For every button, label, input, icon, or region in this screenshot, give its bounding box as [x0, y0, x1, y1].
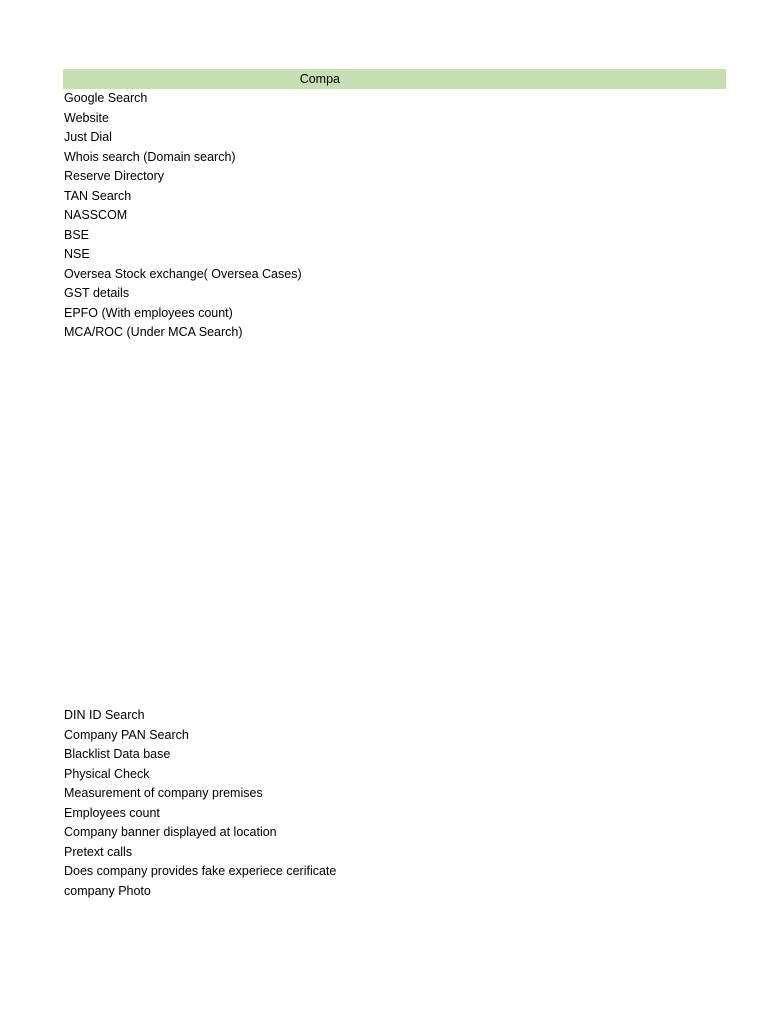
list-item[interactable]: Google Search — [64, 91, 148, 105]
list-item[interactable]: BSE — [64, 227, 90, 242]
list-item[interactable]: Website — [64, 110, 109, 125]
list-item[interactable]: Just Dial — [64, 130, 112, 144]
list-item[interactable]: Oversea Stock exchange( Oversea Cases) — [64, 266, 302, 281]
list-item[interactable]: Reserve Directory — [64, 169, 165, 183]
check-list-bottom — [64, 706, 336, 901]
list-item[interactable]: DIN ID Search — [64, 708, 145, 722]
list-item[interactable]: GST details — [64, 286, 130, 300]
header-title: Compa — [299, 72, 340, 86]
list-item[interactable]: MCA/ROC (Under MCA Search) — [64, 325, 243, 339]
list-item[interactable]: Whois search (Domain search) — [64, 149, 236, 164]
list-item[interactable]: Blacklist Data base — [64, 747, 171, 761]
list-item[interactable]: Measurement of company premises — [64, 786, 263, 800]
list-item[interactable]: company Photo — [64, 883, 151, 898]
header-row[interactable] — [63, 69, 726, 89]
list-item[interactable]: NASSCOM — [64, 208, 128, 222]
check-list-top — [64, 89, 302, 343]
list-item[interactable]: Does company provides fake experiece cerificate — [64, 864, 337, 878]
list-item[interactable]: Pretext calls — [64, 844, 133, 859]
list-item[interactable]: Company banner displayed at location — [64, 825, 277, 839]
list-item[interactable]: Physical Check — [64, 766, 150, 781]
list-item[interactable]: TAN Search — [64, 188, 132, 203]
list-item[interactable]: Employees count — [64, 805, 160, 820]
list-item[interactable]: EPFO (With employees count) — [64, 305, 233, 320]
list-item[interactable]: Company PAN Search — [64, 727, 189, 742]
list-item[interactable]: NSE — [64, 247, 90, 261]
